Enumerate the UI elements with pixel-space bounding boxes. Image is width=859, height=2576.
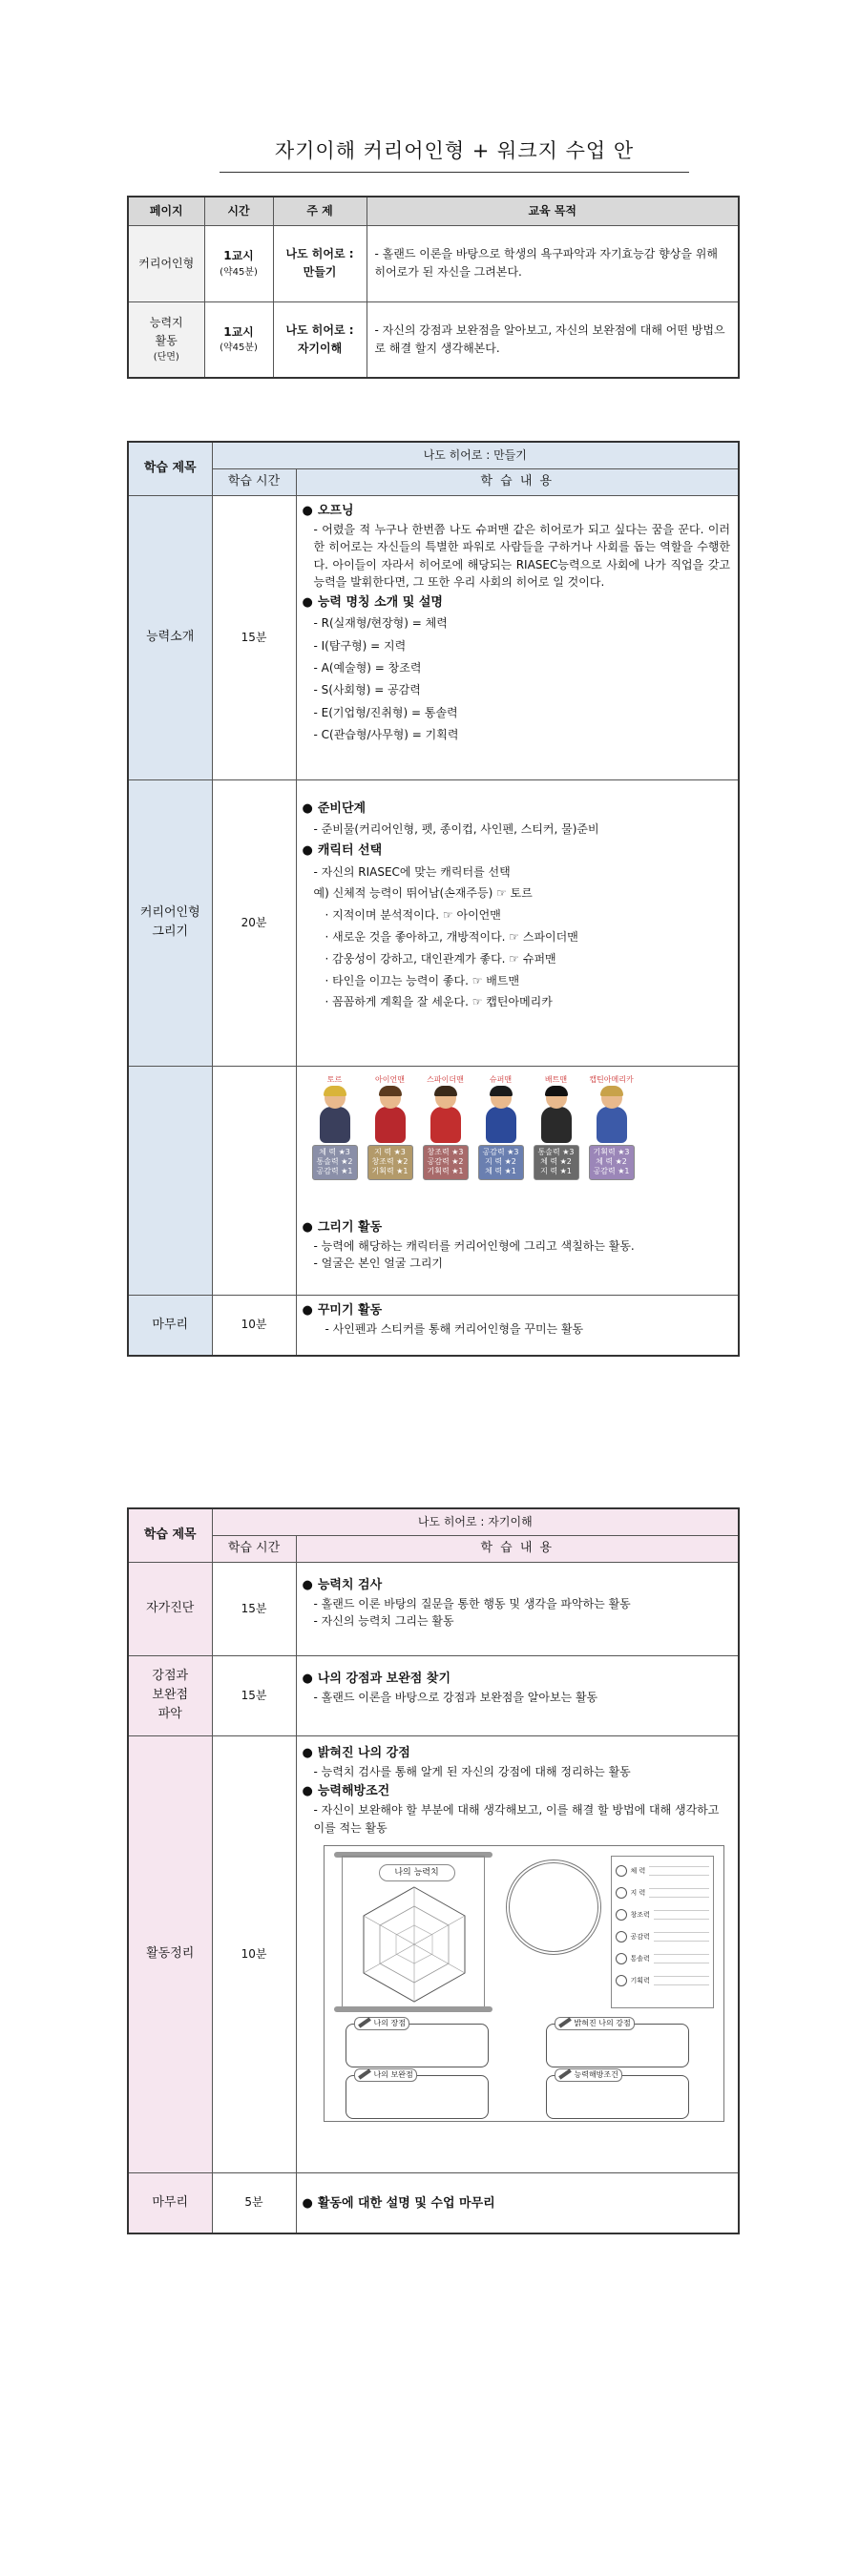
legend-tag: 기획력	[630, 1976, 650, 1984]
box-label-text: 나의 장점	[373, 2018, 406, 2027]
hero-figure-superman	[478, 1074, 524, 1180]
section-line: - I(탐구형) = 지력	[313, 638, 407, 653]
section-line: - E(기업형/진취형) = 통솔력	[313, 705, 458, 719]
stage-name-cell	[128, 1655, 212, 1735]
overview-time-sub: (약45분)	[220, 343, 258, 354]
stage-time: 15분	[212, 1655, 296, 1735]
stage-name: 활동정리	[128, 1735, 212, 2172]
overview-row	[128, 225, 739, 301]
character-circle-icon	[506, 1859, 601, 1955]
hero-name: 아이언맨	[375, 1074, 405, 1084]
legend-tag: 공감력	[630, 1932, 650, 1941]
lesson-title: 나도 히어로 : 만들기	[212, 442, 739, 468]
overview-header-row	[128, 197, 739, 225]
hero-figure-thor	[312, 1074, 358, 1180]
legend-lines	[649, 1866, 708, 1876]
section-line: · 꼼꼼하게 계획을 잘 세운다. ☞ 캡틴아메리카	[325, 995, 553, 1009]
stage-content	[296, 2172, 739, 2233]
header-purpose: 교육 목적	[367, 197, 739, 225]
hexagon-radar-icon	[343, 1878, 486, 2011]
weakness-box	[346, 2069, 489, 2119]
stage-name: 마무리	[128, 2172, 212, 2233]
stat-line: 체 력 ★3	[319, 1147, 350, 1156]
stage-name: 자가진단	[128, 1562, 212, 1655]
section-line: - A(예술형) = 창조력	[313, 660, 422, 675]
overview-topic-1: 나도 히어로 :	[285, 323, 354, 338]
section-heading: ● 준비단계	[303, 800, 731, 819]
stage-time: 10분	[212, 1735, 296, 2172]
stat-line: 지 력 ★1	[540, 1167, 572, 1176]
section-line: · 새로운 것을 좋아하고, 개방적이다. ☞ 스파이더맨	[325, 929, 578, 944]
stage-time-empty	[212, 1066, 296, 1295]
legend-dot-icon	[616, 1953, 627, 1964]
section-heading: ● 밝혀진 나의 강점	[303, 1744, 731, 1763]
legend-item	[616, 1970, 709, 1992]
stage-time: 20분	[212, 779, 296, 1066]
section-line: - R(실재형/현장형) = 체력	[313, 616, 448, 631]
section-heading: ● 나의 강점과 보완점 찾기	[303, 1670, 731, 1689]
overview-purpose: - 홀랜드 이론을 바탕으로 학생의 욕구파악과 자기효능감 향상을 위해 히어로가 된 자신을 그려본다.	[367, 225, 739, 301]
section-line: - C(관습형/사무형) = 기획력	[313, 728, 459, 742]
section-line: - 자신이 보완해야 할 부분에 대해 생각해보고, 이를 해결 할 방법에 대해 생각하고 이를 적는 활동	[313, 1803, 720, 1835]
section-heading: ● 능력해방조건	[303, 1782, 731, 1801]
lesson-title: 나도 히어로 : 자기이해	[212, 1508, 739, 1535]
header-time: 시간	[204, 197, 273, 225]
box-label-text: 능력해방조건	[574, 2069, 618, 2079]
stage-name: 능력소개	[128, 495, 212, 779]
legend-lines	[654, 1932, 709, 1942]
hero-name: 슈퍼맨	[489, 1074, 513, 1084]
stage-name-2: 그리기	[152, 924, 189, 939]
stage-name-empty	[128, 1066, 212, 1295]
stat-line: 지 력 ★2	[485, 1156, 516, 1166]
stat-line: 체 력 ★1	[485, 1167, 516, 1176]
section-heading: ● 캐릭터 선택	[303, 841, 731, 861]
overview-time-cell	[204, 225, 273, 301]
overview-topic-2: 만들기	[303, 265, 337, 279]
lesson-content-header: 학 습 내 용	[296, 1535, 739, 1562]
legend-item	[616, 1904, 709, 1926]
ability-legend	[611, 1856, 714, 2008]
stat-line: 통솔력 ★3	[537, 1147, 575, 1156]
overview-page: 능력지	[149, 316, 183, 330]
doll-icon	[593, 1086, 631, 1143]
stat-line: 공감력 ★1	[593, 1167, 630, 1176]
section-line: - S(사회형) = 공감력	[313, 683, 421, 697]
overview-topic-cell	[273, 301, 367, 378]
scroll-rod-icon	[334, 2006, 492, 2012]
stage-content	[296, 1655, 739, 1735]
legend-dot-icon	[616, 1887, 627, 1899]
stat-card	[478, 1145, 524, 1180]
stat-line: 기획력 ★1	[427, 1167, 464, 1176]
section-heading: ● 활동에 대한 설명 및 수업 마무리	[303, 2194, 731, 2213]
legend-dot-icon	[616, 1865, 627, 1877]
box-label	[555, 2017, 635, 2030]
overview-topic-2: 자기이해	[297, 341, 343, 355]
release-condition-box	[546, 2069, 689, 2119]
hero-name: 배트맨	[544, 1074, 568, 1084]
legend-tag: 지 력	[630, 1888, 646, 1897]
legend-dot-icon	[616, 1909, 627, 1921]
doll-icon	[482, 1086, 520, 1143]
section-heading: ● 오프닝	[303, 502, 731, 521]
overview-time-sub: (약45분)	[220, 266, 258, 278]
stat-line: 기획력 ★3	[593, 1147, 630, 1156]
overview-purpose: - 자신의 강점과 보완점을 알아보고, 자신의 보완점에 대해 어떤 방법으로 해결 할지 생각해본다.	[367, 301, 739, 378]
stat-line: 공감력 ★2	[427, 1156, 464, 1166]
stat-line: 기획력 ★1	[371, 1167, 409, 1176]
box-label	[555, 2068, 622, 2082]
section-line: - 사인펜과 스티커를 통해 커리어인형을 꾸미는 활동	[325, 1321, 584, 1336]
hero-name: 토르	[326, 1074, 343, 1084]
stage-content	[296, 1066, 739, 1295]
stage-name-cell	[128, 779, 212, 1066]
doll-icon	[371, 1086, 409, 1143]
overview-row	[128, 301, 739, 378]
stage-content	[296, 1562, 739, 1655]
stage-name-3: 파악	[157, 1707, 182, 1722]
legend-item	[616, 1948, 709, 1970]
section-line: - 자신의 능력치 그리는 활동	[313, 1614, 454, 1629]
stage-content	[296, 779, 739, 1066]
lesson-content-header: 학 습 내 용	[296, 468, 739, 495]
pencil-icon	[558, 2068, 572, 2079]
overview-page-cell	[128, 301, 204, 378]
stat-line: 공감력 ★3	[482, 1147, 519, 1156]
legend-lines	[654, 1954, 709, 1963]
pencil-icon	[358, 2017, 371, 2027]
overview-time-cell	[204, 301, 273, 378]
overview-time: 1교시	[223, 248, 254, 262]
doll-icon	[427, 1086, 465, 1143]
stage-content	[296, 1735, 739, 2172]
stage-time: 10분	[212, 1295, 296, 1356]
lesson-title-label: 학습 제목	[128, 442, 212, 495]
stat-line: 체 력 ★2	[540, 1156, 572, 1166]
legend-dot-icon	[616, 1975, 627, 1986]
stat-line: 체 력 ★2	[596, 1156, 627, 1166]
stat-card	[534, 1145, 579, 1180]
legend-item	[616, 1882, 709, 1904]
section-line: - 자신의 RIASEC에 맞는 캐릭터를 선택	[313, 864, 511, 879]
stat-line: 창조력 ★2	[371, 1156, 409, 1166]
hero-name: 스파이더맨	[427, 1074, 464, 1084]
legend-lines	[654, 1976, 709, 1985]
lesson-time-header: 학습 시간	[212, 468, 296, 495]
overview-page-2: 활동	[155, 334, 178, 347]
header-page: 페이지	[128, 197, 204, 225]
stage-name: 커리어인형	[139, 904, 200, 920]
overview-time: 1교시	[223, 324, 254, 339]
section-line: - 어렸을 적 누구나 한번쯤 나도 슈퍼맨 같은 히어로가 되고 싶다는 꿈을 꾼다. 이러한 히어로는 자신들의 특별한 파워로 사람들을 구하거나 사회를 돕는 역할을 수행한다. 아이들이 자라서 히어로에 해당되는 RIASEC능력으로 사회에 나가 직업을 갖고 능력을 발휘한다면, 그 또한 우리 사회의 히어로 일 것이다.	[313, 522, 731, 590]
section-line: - 홀랜드 이론 바탕의 질문을 통한 행동 및 생각을 파악하는 활동	[313, 1596, 631, 1610]
hero-figure-batman	[534, 1074, 579, 1180]
section-heading: ● 능력 명칭 소개 및 설명	[303, 593, 731, 613]
stage-name-2: 보완점	[152, 1687, 189, 1702]
doll-icon	[316, 1086, 354, 1143]
doll-icon	[537, 1086, 576, 1143]
stat-card	[589, 1145, 635, 1180]
box-label	[354, 2017, 409, 2030]
stage-time: 5분	[212, 2172, 296, 2233]
section-line: - 능력에 해당하는 캐릭터를 커리어인형에 그리고 색칠하는 활동.	[313, 1238, 635, 1253]
legend-dot-icon	[616, 1931, 627, 1942]
stat-line: 공감력 ★1	[316, 1167, 353, 1176]
lesson-table-self-understanding	[127, 1507, 740, 2234]
lesson-time-header: 학습 시간	[212, 1535, 296, 1562]
overview-page-sub: (단면)	[153, 351, 179, 363]
stat-line: 지 력 ★3	[374, 1147, 406, 1156]
legend-item	[616, 1926, 709, 1948]
strength-box	[346, 2018, 489, 2067]
header-topic: 주 제	[273, 197, 367, 225]
stage-name: 강점과	[152, 1668, 189, 1683]
hero-name: 캡틴아메리카	[589, 1074, 634, 1084]
overview-topic-cell	[273, 225, 367, 301]
pencil-icon	[358, 2068, 371, 2079]
stat-line: 통솔력 ★2	[316, 1156, 353, 1166]
stat-card	[367, 1145, 413, 1180]
overview-page-cell	[128, 225, 204, 301]
box-label-text: 나의 보완점	[373, 2069, 413, 2079]
section-line: - 얼굴은 본인 얼굴 그리기	[313, 1257, 444, 1271]
hero-figure-ironman	[367, 1074, 413, 1180]
overview-page: 커리어인형	[138, 256, 195, 270]
hero-figures	[303, 1069, 733, 1184]
stage-time: 15분	[212, 1562, 296, 1655]
hero-figure-captain	[589, 1074, 635, 1180]
section-line: · 타인을 이끄는 능력이 좋다. ☞ 배트맨	[325, 973, 520, 987]
section-line: 예) 신체적 능력이 뛰어남(손재주등) ☞ 토르	[313, 886, 533, 901]
section-line: · 감웅성이 강하고, 대인관계가 좋다. ☞ 슈퍼맨	[325, 951, 556, 966]
overview-table	[127, 196, 740, 379]
board-title: 나의 능력치	[379, 1864, 455, 1881]
section-heading: ● 그리기 활동	[303, 1218, 733, 1237]
stat-card	[312, 1145, 358, 1180]
box-label-text: 밝혀진 나의 강점	[574, 2018, 631, 2027]
stat-card	[423, 1145, 469, 1180]
section-line: - 능력치 검사를 통해 알게 된 자신의 강점에 대해 정리하는 활동	[313, 1764, 631, 1778]
section-heading: ● 능력치 검사	[303, 1576, 731, 1595]
stage-name: 마무리	[128, 1295, 212, 1356]
legend-tag: 창조력	[630, 1910, 650, 1919]
section-line: - 준비물(커리어인형, 펫, 종이컵, 사인펜, 스티커, 물)준비	[313, 821, 599, 836]
worksheet-preview	[324, 1845, 724, 2122]
legend-lines	[649, 1888, 708, 1898]
box-label	[354, 2068, 417, 2082]
section-line: - 홀랜드 이론을 바탕으로 강점과 보완점을 알아보는 활동	[313, 1690, 598, 1704]
lesson-table-making	[127, 441, 740, 1357]
section-line: · 지적이며 분석적이다. ☞ 아이언맨	[325, 908, 501, 923]
ability-board	[342, 1856, 485, 2008]
stat-line: 창조력 ★3	[427, 1147, 464, 1156]
legend-tag: 통솔력	[630, 1954, 650, 1963]
lesson-title-label: 학습 제목	[128, 1508, 212, 1562]
legend-lines	[654, 1910, 709, 1920]
stage-time: 15분	[212, 495, 296, 779]
document-title: 자기이해 커리어인형 + 워크지 수업 안	[220, 135, 689, 173]
revealed-strength-box	[546, 2018, 689, 2067]
legend-tag: 체 력	[630, 1866, 646, 1875]
stage-content	[296, 495, 739, 779]
pencil-icon	[558, 2017, 572, 2027]
stage-content	[296, 1295, 739, 1356]
legend-item	[616, 1860, 709, 1882]
hero-figure-spiderman	[423, 1074, 469, 1180]
section-heading: ● 꾸미기 활동	[303, 1301, 731, 1320]
overview-topic-1: 나도 히어로 :	[285, 247, 354, 261]
